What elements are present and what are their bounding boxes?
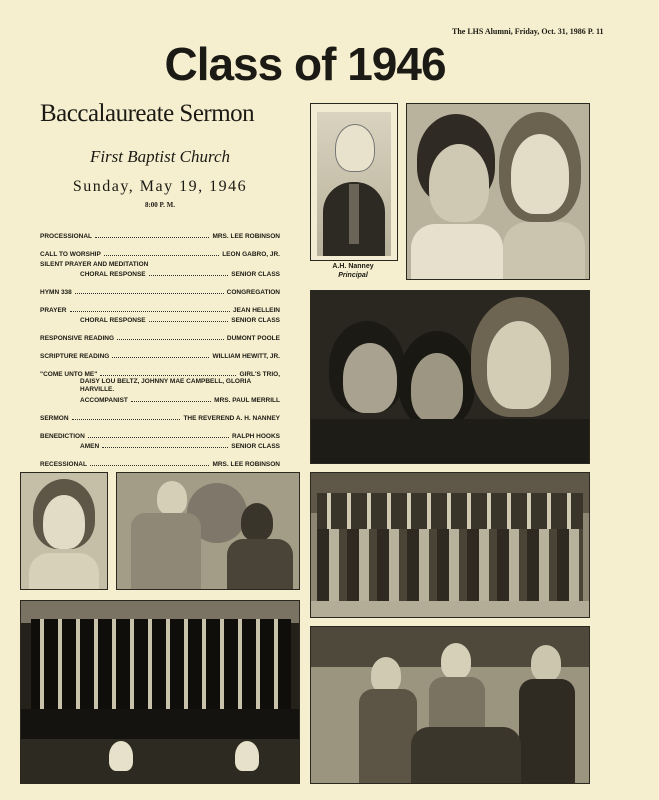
reunion-group-photo <box>310 472 590 618</box>
program-part: SILENT PRAYER AND MEDITATION <box>40 261 149 268</box>
program-list <box>40 222 280 468</box>
three-girls-photo <box>310 290 590 464</box>
principal-caption <box>310 262 396 280</box>
principal-caption-title: Principal <box>338 272 368 279</box>
program-row <box>40 278 280 296</box>
program-participant: CONGREGATION <box>226 289 280 296</box>
program-row <box>40 342 280 360</box>
program-row <box>40 404 280 422</box>
program-part: BENEDICTION <box>40 433 85 440</box>
program-participant: SENIOR CLASS <box>231 317 280 324</box>
program-row <box>40 296 280 314</box>
program-row <box>40 450 280 468</box>
program-participant: LEON GABRO, JR. <box>222 251 280 258</box>
program-row <box>40 394 280 404</box>
graduates-photo <box>20 600 300 784</box>
program-part: ACCOMPANIST <box>80 397 128 404</box>
program-part: PRAYER <box>40 307 67 314</box>
program-row <box>40 314 280 324</box>
principal-photo <box>310 103 398 261</box>
church-name: First Baptist Church <box>89 147 231 166</box>
program-part: AMEN <box>80 443 100 450</box>
award-photo <box>116 472 300 590</box>
program-row <box>40 258 280 268</box>
program-row <box>40 268 280 278</box>
program-part: SCRIPTURE READING <box>40 353 110 360</box>
page-title: Class of 1946 <box>164 38 446 90</box>
program-part: HYMN 338 <box>40 289 72 296</box>
trio-names: DAISY LOU BELTZ, JOHNNY MAE CAMPBELL, GLORIA HARVILLE. <box>80 378 251 393</box>
program-part: RECESSIONAL <box>40 461 87 468</box>
program-row <box>40 240 280 258</box>
program-row <box>40 440 280 450</box>
running-head: The LHS Alumni, Friday, Oct. 31, 1986 P. 11 <box>452 27 604 36</box>
program-part: CHORAL RESPONSE <box>80 271 146 278</box>
program-row <box>40 324 280 342</box>
service-date: Sunday, May 19, 1946 <box>72 178 248 195</box>
program-row <box>40 222 280 240</box>
service-time: 8:00 P. M. <box>144 201 176 209</box>
program-participant: MRS. LEE ROBINSON <box>212 461 280 468</box>
girl-portrait-photo <box>20 472 108 590</box>
program-part: PROCESSIONAL <box>40 233 93 240</box>
program-participant: MRS. LEE ROBINSON <box>212 233 280 240</box>
program-participant: GIRL'S TRIO, <box>239 371 280 378</box>
outdoor-reunion-photo <box>310 626 590 784</box>
program-participant: DUMONT POOLE <box>226 335 280 342</box>
program-heading: Baccalaureate Sermon <box>40 100 255 127</box>
program-part: CALL TO WORSHIP <box>40 251 101 258</box>
program-part: RESPONSIVE READING <box>40 335 115 342</box>
program-participant: RALPH HOOKS <box>231 433 280 440</box>
program-participant: JEAN HELLEIN <box>233 307 280 314</box>
program-part: "COME UNTO ME" <box>40 371 98 378</box>
program-participant: MRS. PAUL MERRILL <box>214 397 280 404</box>
program-row <box>40 422 280 440</box>
program-participant: WILLIAM HEWITT, JR. <box>212 353 280 360</box>
couple-photo <box>406 103 590 280</box>
program-participant: THE REVEREND A. H. NANNEY <box>183 415 280 422</box>
principal-caption-name: A.H. Nanney <box>332 263 374 270</box>
program-participant: SENIOR CLASS <box>231 443 280 450</box>
program-row <box>40 360 280 378</box>
program-participant: SENIOR CLASS <box>231 271 280 278</box>
program-part: CHORAL RESPONSE <box>80 317 146 324</box>
program-part: SERMON <box>40 415 69 422</box>
